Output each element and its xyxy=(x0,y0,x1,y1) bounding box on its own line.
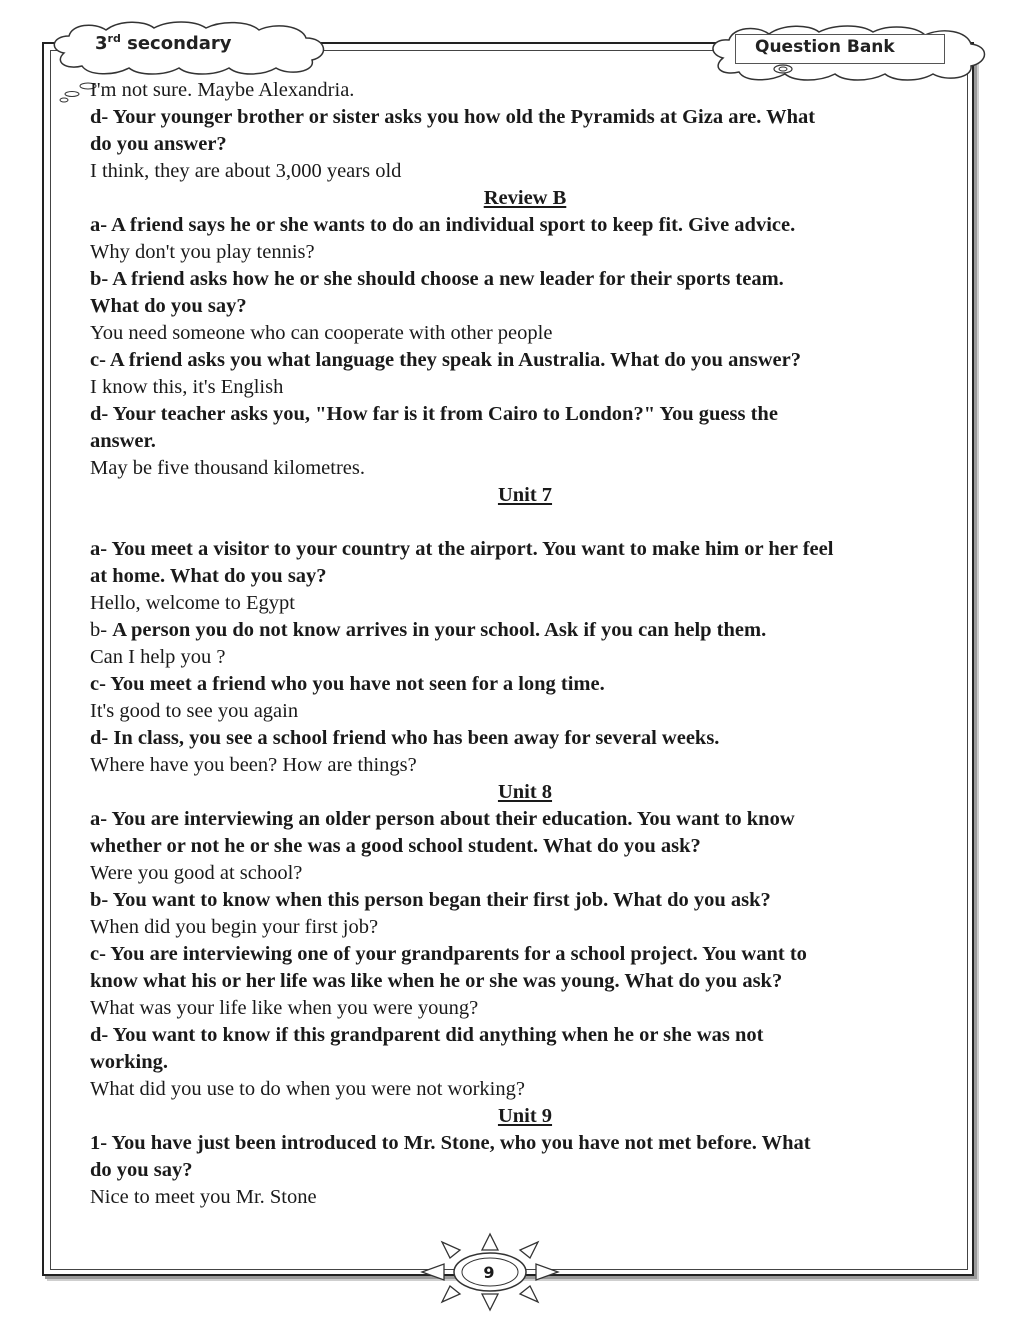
header-grade-title: 3rd secondary xyxy=(95,32,232,54)
question-line: do you answer? xyxy=(90,133,227,155)
question-line: 1- You have just been introduced to Mr. Stone, who you have not met before. What xyxy=(90,1132,811,1154)
answer-line: Hello, welcome to Egypt xyxy=(90,592,295,614)
section-heading: Review B xyxy=(483,187,567,209)
question-line: a- A friend says he or she wants to do an individual sport to keep fit. Give advice. xyxy=(90,214,796,236)
question-line: know what his or her life was like when he or she was young. What do you ask? xyxy=(90,970,783,992)
question-line: a- You are interviewing an older person about their education. You want to know xyxy=(90,808,795,830)
question-line: working. xyxy=(90,1051,169,1073)
question-line: d- You want to know if this grandparent did anything when he or she was not xyxy=(90,1024,764,1046)
section-heading: Unit 9 xyxy=(497,1105,553,1127)
question-prefix: b- xyxy=(90,619,113,641)
answer-line: May be five thousand kilometres. xyxy=(90,457,365,479)
answer-line: What did you use to do when you were not working? xyxy=(90,1078,525,1100)
answer-line: Can I help you ? xyxy=(90,646,226,668)
question-line: d- Your teacher asks you, "How far is it from Cairo to London?" You guess the xyxy=(90,403,778,425)
blank-line xyxy=(90,509,960,536)
question-line: c- A friend asks you what language they speak in Australia. What do you answer? xyxy=(90,349,801,371)
question-line: c- You are interviewing one of your grandparents for a school project. You want to xyxy=(90,943,807,965)
question-line: c- You meet a friend who you have not seen for a long time. xyxy=(90,673,605,695)
answer-line: I know this, it's English xyxy=(90,376,284,398)
page-number: 9 xyxy=(483,1263,495,1282)
answer-line: What was your life like when you were young? xyxy=(90,997,479,1019)
section-heading: Unit 8 xyxy=(497,781,553,803)
question-line: answer. xyxy=(90,430,156,452)
question-text: A person you do not know arrives in your school. Ask if you can help them. xyxy=(112,619,767,641)
question-line: What do you say? xyxy=(90,295,247,317)
answer-line: Where have you been? How are things? xyxy=(90,754,417,776)
question-line: a- You meet a visitor to your country at the airport. You want to make him or her feel xyxy=(90,538,834,560)
answer-line: Nice to meet you Mr. Stone xyxy=(90,1186,317,1208)
question-line: d- In class, you see a school friend who has been away for several weeks. xyxy=(90,727,720,749)
answer-line: Were you good at school? xyxy=(90,862,303,884)
answer-line: When did you begin your first job? xyxy=(90,916,379,938)
answer-line: It's good to see you again xyxy=(90,700,299,722)
question-line: whether or not he or she was a good school student. What do you ask? xyxy=(90,835,701,857)
answer-line: I think, they are about 3,000 years old xyxy=(90,160,402,182)
question-line: b- A friend asks how he or she should choose a new leader for their sports team. xyxy=(90,268,784,290)
answer-line: I'm not sure. Maybe Alexandria. xyxy=(90,79,355,101)
question-line: b- You want to know when this person began their first job. What do you ask? xyxy=(90,889,771,911)
header-question-bank-title: Question Bank xyxy=(755,37,895,57)
question-line: do you say? xyxy=(90,1159,193,1181)
answer-line: You need someone who can cooperate with other people xyxy=(90,322,553,344)
question-line xyxy=(90,617,960,644)
question-bank-content xyxy=(90,77,960,1211)
section-heading: Unit 7 xyxy=(497,484,553,506)
question-line: at home. What do you say? xyxy=(90,565,327,587)
answer-line: Why don't you play tennis? xyxy=(90,241,315,263)
question-line: d- Your younger brother or sister asks you how old the Pyramids at Giza are. What xyxy=(90,106,816,128)
